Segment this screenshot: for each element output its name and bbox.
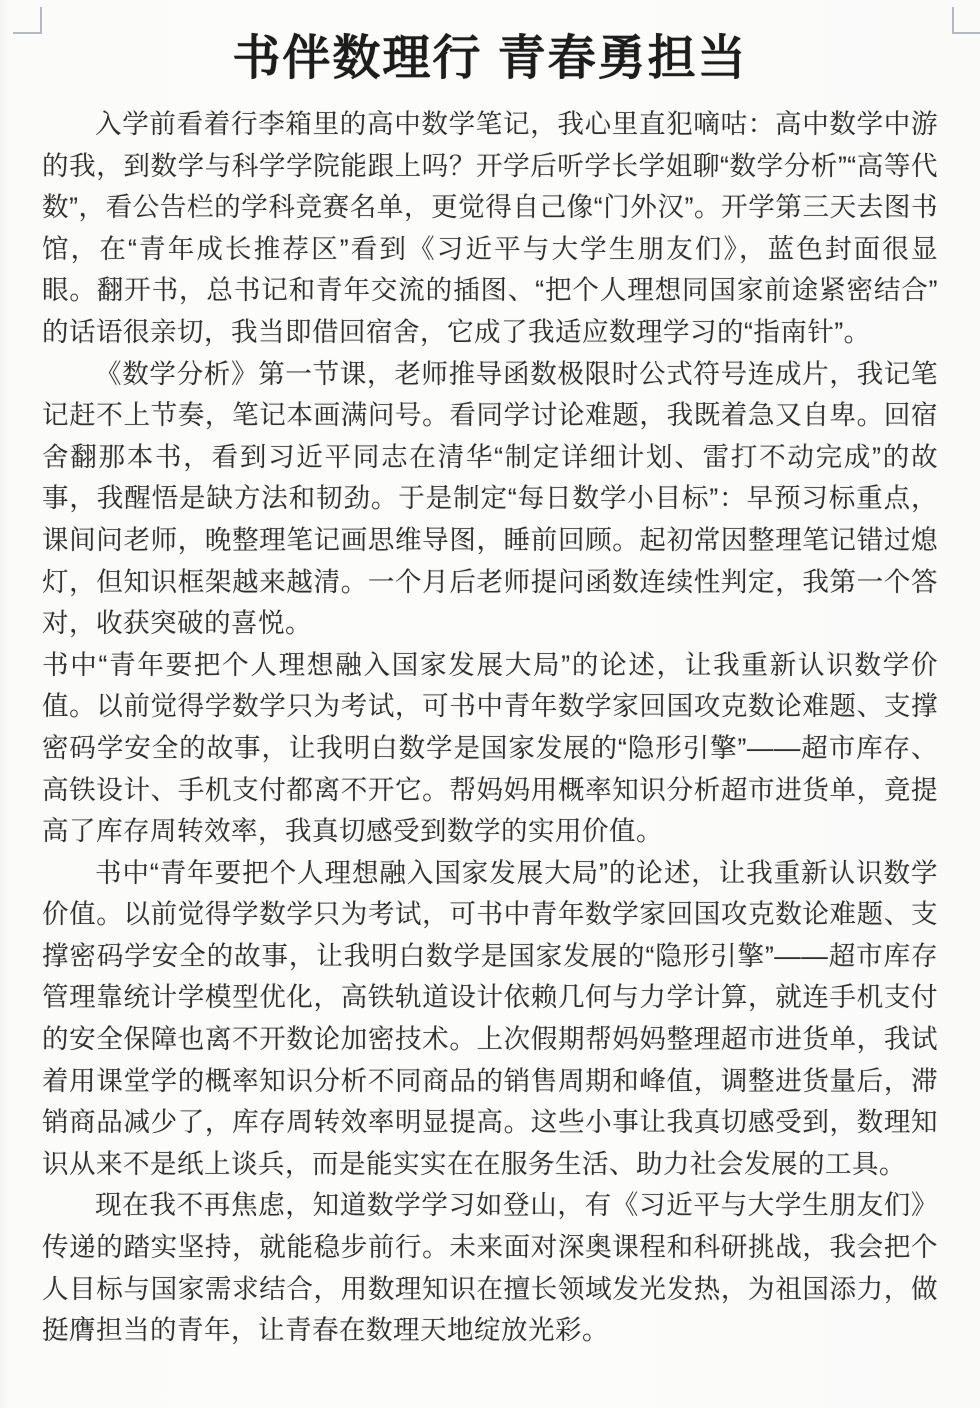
paragraph-intro: 入学前看着行李箱里的高中数学笔记，我心里直犯嘀咕：高中数学中游的我，到数学与科学学院能跟上吗？开学后听学长学姐聊“数学分析”“高等代数”，看公告栏的学科竞赛名单，更觉得自己像“门外汉”。开学第三天去图书馆，在“青年成长推荐区”看到《习近平与大学生朋友们》，蓝色封面很显眼。翻开书，总书记和青年交流的插图、“把个人理想同国家前途紧密结合”的话语很亲切，我当即借回宿舍，它成了我适应数理学习的“指南针”。 (42, 109, 938, 347)
paragraph-math-value: 书中“青年要把个人理想融入国家发展大局”的论述，让我重新认识数学价值。以前觉得学数学只为考试，可书中青年数学家回国攻克数论难题、支撑密码学安全的故事，让我明白数学是国家发展的“隐形引擎”——超市库存、高铁设计、手机支付都离不开它。帮妈妈用概率知识分析超市进货单，竟提高了库存周转效率，我真切感受到数学的实用价值。 (42, 649, 938, 847)
paragraph-math-value-expanded: 书中“青年要把个人理想融入国家发展大局”的论述，让我重新认识数学价值。以前觉得学数学只为考试，可书中青年数学家回国攻克数论难题、支撑密码学安全的故事，让我明白数学是国家发展的“隐形引擎”——超市库存管理靠统计学模型优化，高铁轨道设计依赖几何与力学计算，就连手机支付的安全保障也离不开数论加密技术。上次假期帮妈妈整理超市进货单，我试着用课堂学的概率知识分析不同商品的销售周期和峰值，调整进货量后，滞销商品减少了，库存周转效率明显提高。这些小事让我真切感受到，数理知识从来不是纸上谈兵，而是能实实在在服务生活、助力社会发展的工具。 (42, 857, 938, 1179)
document-title: 书伴数理行 青春勇担当 (232, 32, 748, 85)
document-body (0, 104, 980, 1352)
paragraph-conclusion: 现在我不再焦虑，知道数学学习如登山，有《习近平与大学生朋友们》传递的踏实坚持，就能稳步前行。未来面对深奥课程和科研挑战，我会把个人目标与国家需求结合，用数理知识在擅长领域发光发热，为祖国添力，做挺膺担当的青年，让青春在数理天地绽放光彩。 (42, 1190, 938, 1346)
paragraph-study-method: 《数学分析》第一节课，老师推导函数极限时公式符号连成片，我记笔记赶不上节奏，笔记本画满问号。看同学讨论难题，我既着急又自卑。回宿舍翻那本书，看到习近平同志在清华“制定详细计划、雷打不动完成”的故事，我醒悟是缺方法和韧劲。于是制定“每日数学小目标”：早预习标重点，课间问老师，晚整理笔记画思维导图，睡前回顾。起初常因整理笔记错过熄灯，但知识框架越来越清。一个月后老师提问函数连续性判定，我第一个答对，收获突破的喜悦。 (42, 358, 938, 639)
margin-corner-mark-top-left (13, 7, 42, 34)
margin-corner-mark-top-right (952, 7, 980, 34)
